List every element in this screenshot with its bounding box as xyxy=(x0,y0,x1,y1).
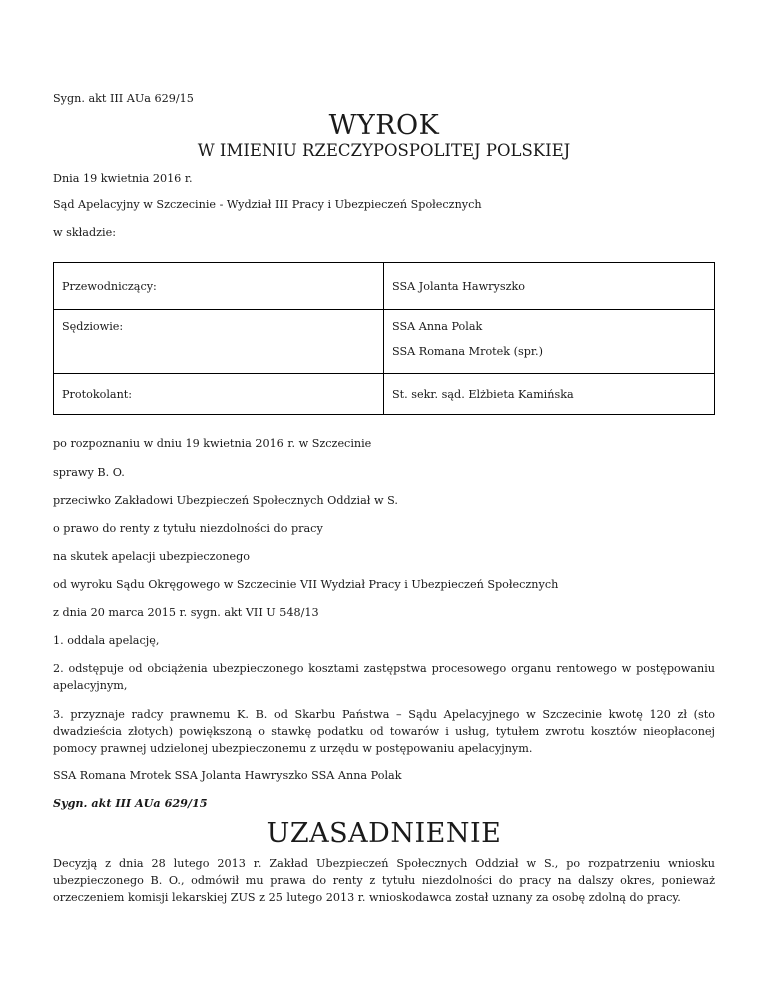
composition-label: w składzie: xyxy=(53,226,116,239)
document-subtitle: W IMIENIU RZECZYPOSPOLITEJ POLSKIEJ xyxy=(197,141,571,160)
panel-role: Sędziowie: xyxy=(54,310,384,374)
justification-title: UZASADNIENIE xyxy=(266,818,502,849)
ruling-item: 1. oddala apelację, xyxy=(53,634,160,647)
body-line: sprawy B. O. xyxy=(53,466,125,479)
signatures: SSA Romana Mrotek SSA Jolanta Hawryszko SSA Anna Polak xyxy=(53,769,402,782)
case-signature-italic: Sygn. akt III AUa 629/15 xyxy=(53,796,208,810)
body-line: z dnia 20 marca 2015 r. sygn. akt VII U 548/13 xyxy=(53,606,319,619)
panel-name: SSA Anna Polak xyxy=(392,320,483,333)
ruling-item: 3. przyznaje radcy prawnemu K. B. od Skarbu Państwa – Sądu Apelacyjnego w Szczecinie kwotę 120 zł (sto dwadzieścia złotych) powiększoną o stawkę podatku od towarów i usług, tytułem zwrotu kosztów nieopłaconej pomocy prawnej udzielonej ubezpieczonemu z urzędu w postępowaniu apelacyjnym. xyxy=(53,708,715,755)
court-panel-table xyxy=(53,262,715,415)
panel-name: St. sekr. sąd. Elżbieta Kamińska xyxy=(384,374,715,415)
body-line: przeciwko Zakładowi Ubezpieczeń Społecznych Oddział w S. xyxy=(53,494,398,507)
body-line: na skutek apelacji ubezpieczonego xyxy=(53,550,251,563)
body-line: o prawo do renty z tytułu niezdolności do pracy xyxy=(53,522,323,535)
panel-name: SSA Jolanta Hawryszko xyxy=(384,263,715,310)
panel-row-clerk xyxy=(54,374,715,415)
panel-name: SSA Romana Mrotek (spr.) xyxy=(392,345,543,358)
court-line: Sąd Apelacyjny w Szczecinie - Wydział III Pracy i Ubezpieczeń Społecznych xyxy=(53,198,482,211)
case-signature: Sygn. akt III AUa 629/15 xyxy=(53,92,194,105)
panel-row-judges xyxy=(54,310,715,374)
justification-paragraph: Decyzją z dnia 28 lutego 2013 r. Zakład Ubezpieczeń Społecznych Oddział w S., po rozpatrzeniu wniosku ubezpieczonego B. O., odmówił mu prawa do renty z tytułu niezdolności do pracy na dalszy okres, ponieważ orzeczeniem komisji lekarskiej ZUS z 25 lutego 2013 r. wnioskodawca został uznany za osobę zdolną do pracy. xyxy=(53,857,715,904)
body-line: od wyroku Sądu Okręgowego w Szczecinie VII Wydział Pracy i Ubezpieczeń Społecznych xyxy=(53,578,559,591)
panel-role: Przewodniczący: xyxy=(54,263,384,310)
ruling-item: 2. odstępuje od obciążenia ubezpieczonego kosztami zastępstwa procesowego organu rentowego w postępowaniu apelacyjnym, xyxy=(53,662,715,692)
date-line: Dnia 19 kwietnia 2016 r. xyxy=(53,172,193,185)
panel-names xyxy=(384,310,715,374)
panel-role: Protokolant: xyxy=(54,374,384,415)
document-title: WYROK xyxy=(328,110,440,141)
panel-row-chair xyxy=(54,263,715,310)
body-line: po rozpoznaniu w dniu 19 kwietnia 2016 r. w Szczecinie xyxy=(53,437,372,450)
